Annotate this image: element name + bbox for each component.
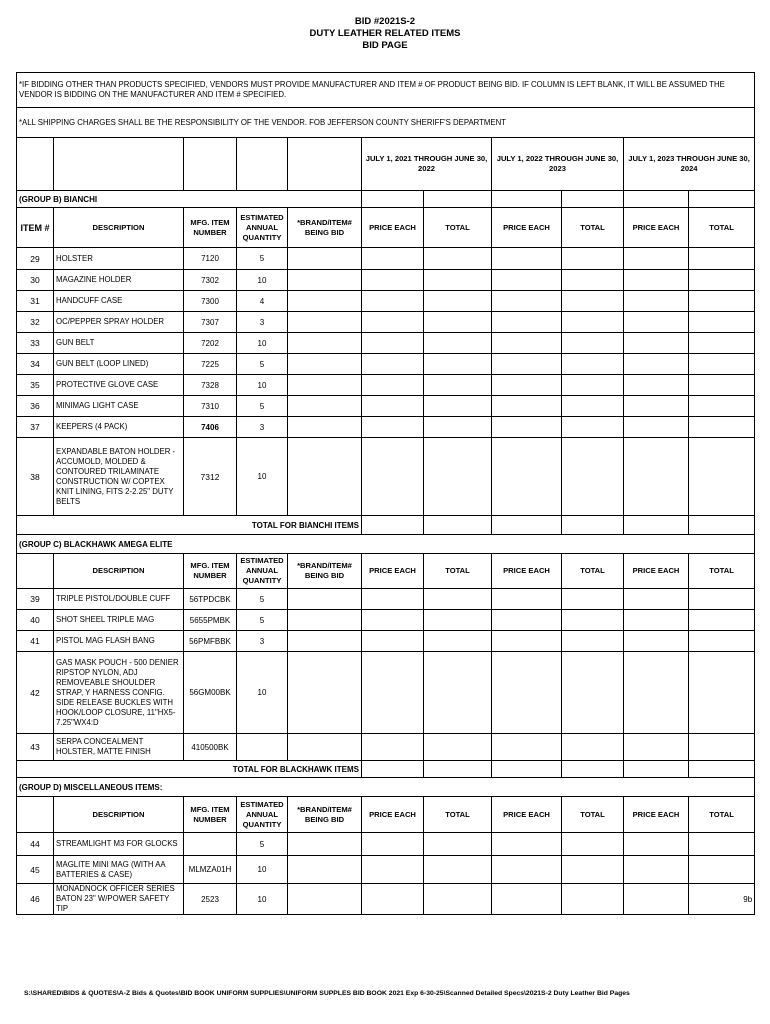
total-input[interactable] xyxy=(424,270,492,291)
col-mfg: MFG. ITEM NUMBER xyxy=(184,554,237,589)
brand-item-input[interactable] xyxy=(288,610,362,631)
annual-quantity: 5 xyxy=(237,354,288,375)
item-description: KEEPERS (4 PACK) xyxy=(54,417,184,438)
col-price-each: PRICE EACH xyxy=(492,554,562,589)
total-input[interactable] xyxy=(689,610,755,631)
table-row xyxy=(17,248,755,270)
brand-item-input[interactable] xyxy=(288,248,362,270)
annual-quantity xyxy=(237,734,288,761)
table-row xyxy=(17,438,755,516)
brand-item-input[interactable] xyxy=(288,270,362,291)
price-each-input[interactable] xyxy=(492,248,562,270)
col-qty: ESTIMATED ANNUAL QUANTITY xyxy=(237,554,288,589)
item-number: 37 xyxy=(17,417,54,438)
price-each-input[interactable] xyxy=(492,438,562,516)
brand-item-input[interactable] xyxy=(288,354,362,375)
mfg-item-number: 7328 xyxy=(184,375,237,396)
total-input[interactable] xyxy=(562,589,624,610)
price-each-input[interactable] xyxy=(624,734,689,761)
col-brand: *BRAND/ITEM# BEING BID xyxy=(288,554,362,589)
item-number: 35 xyxy=(17,375,54,396)
bid-title: DUTY LEATHER RELATED ITEMS xyxy=(309,28,461,39)
table-row xyxy=(17,333,755,354)
group-b-title: (GROUP B) BIANCHI xyxy=(17,191,362,208)
price-each-input[interactable] xyxy=(624,833,689,856)
total-input[interactable] xyxy=(424,312,492,333)
total-input[interactable] xyxy=(689,652,755,734)
total-input[interactable] xyxy=(562,248,624,270)
col-total: TOTAL xyxy=(562,208,624,248)
item-description: OC/PEPPER SPRAY HOLDER xyxy=(54,312,184,333)
brand-item-input[interactable] xyxy=(288,333,362,354)
item-number: 45 xyxy=(17,856,54,884)
col-mfg: MFG. ITEM NUMBER xyxy=(184,797,237,833)
mfg-item-number: 56PMFBBK xyxy=(184,631,237,652)
mfg-item-number: 7310 xyxy=(184,396,237,417)
total-input[interactable] xyxy=(689,438,755,516)
price-each-input[interactable] xyxy=(624,396,689,417)
total-input[interactable] xyxy=(689,631,755,652)
annual-quantity: 5 xyxy=(237,396,288,417)
col-description: DESCRIPTION xyxy=(54,554,184,589)
total-input[interactable] xyxy=(689,884,755,915)
price-each-input[interactable] xyxy=(362,734,424,761)
item-number: 29 xyxy=(17,248,54,270)
period-2: JULY 1, 2022 THROUGH JUNE 30, 2023 xyxy=(492,138,624,191)
price-each-input[interactable] xyxy=(362,589,424,610)
brand-item-input[interactable] xyxy=(288,375,362,396)
mfg-item-number: 56TPDCBK xyxy=(184,589,237,610)
price-each-input[interactable] xyxy=(624,248,689,270)
period-1: JULY 1, 2021 THROUGH JUNE 30, 2022 xyxy=(362,138,492,191)
note-row xyxy=(17,73,755,108)
col-qty: ESTIMATED ANNUAL QUANTITY xyxy=(237,797,288,833)
period-header-row xyxy=(17,138,755,191)
note-manufacturer: *IF BIDDING OTHER THAN PRODUCTS SPECIFIED, VENDORS MUST PROVIDE MANUFACTURER AND ITEM # OF PRODUCT BEING BID. IF COLUMN IS LEFT BLANK, IT WILL BE ASSUMED THE VENDOR IS BIDDING ON THE MANUFACTURER AND ITEM # SPECIFIED. xyxy=(17,73,755,108)
table-row xyxy=(17,396,755,417)
price-each-input[interactable] xyxy=(362,270,424,291)
brand-item-input[interactable] xyxy=(288,833,362,856)
total-input[interactable] xyxy=(689,312,755,333)
annual-quantity: 3 xyxy=(237,312,288,333)
price-each-input[interactable] xyxy=(362,610,424,631)
group-d-items xyxy=(17,833,755,915)
col-total: TOTAL xyxy=(424,797,492,833)
total-input[interactable] xyxy=(689,589,755,610)
price-each-input[interactable] xyxy=(362,248,424,270)
price-each-input[interactable] xyxy=(362,438,424,516)
total-cell[interactable] xyxy=(424,761,492,778)
column-header-row xyxy=(17,797,755,833)
total-input[interactable] xyxy=(562,610,624,631)
table-row xyxy=(17,734,755,761)
annual-quantity: 10 xyxy=(237,270,288,291)
group-c-items xyxy=(17,589,755,761)
mfg-item-number: 7120 xyxy=(184,248,237,270)
item-description: EXPANDABLE BATON HOLDER - ACCUMOLD, MOLDED & CONTOURED TRILAMINATE CONSTRUCTION W/ COPTEX KNIT LINING, FITS 2-2.25" DUTY BELTS xyxy=(54,438,184,516)
bid-header xyxy=(0,16,770,52)
table-row xyxy=(17,417,755,438)
item-description: MAGAZINE HOLDER xyxy=(54,270,184,291)
annual-quantity: 3 xyxy=(237,631,288,652)
col-price-each: PRICE EACH xyxy=(362,554,424,589)
total-input[interactable] xyxy=(424,417,492,438)
mfg-item-number: 7406 xyxy=(184,417,237,438)
price-each-input[interactable] xyxy=(624,375,689,396)
total-input[interactable] xyxy=(562,417,624,438)
group-total-row xyxy=(17,516,755,535)
annual-quantity: 5 xyxy=(237,610,288,631)
group-b-total-label: TOTAL FOR BIANCHI ITEMS xyxy=(17,516,362,535)
total-input[interactable] xyxy=(424,248,492,270)
mfg-item-number: 410500BK xyxy=(184,734,237,761)
annual-quantity: 4 xyxy=(237,291,288,312)
total-input[interactable] xyxy=(562,856,624,884)
column-header-row xyxy=(17,208,755,248)
annual-quantity: 10 xyxy=(237,884,288,915)
total-input[interactable] xyxy=(689,856,755,884)
col-price-each: PRICE EACH xyxy=(362,208,424,248)
price-each-input[interactable] xyxy=(492,396,562,417)
brand-item-input[interactable] xyxy=(288,631,362,652)
item-number: 36 xyxy=(17,396,54,417)
mfg-item-number: 7307 xyxy=(184,312,237,333)
price-each-input[interactable] xyxy=(362,312,424,333)
table-row xyxy=(17,631,755,652)
mfg-item-number: MLMZA01H xyxy=(184,856,237,884)
total-cell[interactable] xyxy=(492,761,562,778)
total-input[interactable] xyxy=(424,375,492,396)
annual-quantity: 5 xyxy=(237,248,288,270)
item-description: PROTECTIVE GLOVE CASE xyxy=(54,375,184,396)
total-input[interactable] xyxy=(562,652,624,734)
item-description: SHOT SHEEL TRIPLE MAG xyxy=(54,610,184,631)
total-input[interactable] xyxy=(689,291,755,312)
col-price-each: PRICE EACH xyxy=(492,208,562,248)
table-row xyxy=(17,291,755,312)
brand-item-input[interactable] xyxy=(288,734,362,761)
price-each-input[interactable] xyxy=(624,631,689,652)
file-path-footer: S:\SHARED\BIDS & QUOTES\A-Z Bids & Quotes\BID BOOK UNIFORM SUPPLIES\UNIFORM SUPPLES BID BOOK 2021 Exp 6-30-25\Scanned Detailed Specs\2021S-2 Duty Leather Bid Pages xyxy=(24,990,630,997)
table-row xyxy=(17,375,755,396)
price-each-input[interactable] xyxy=(624,610,689,631)
total-cell[interactable] xyxy=(689,761,755,778)
brand-item-input[interactable] xyxy=(288,291,362,312)
total-input[interactable] xyxy=(689,396,755,417)
page-number: 9b xyxy=(743,894,753,904)
column-header-row xyxy=(17,554,755,589)
item-number: 34 xyxy=(17,354,54,375)
col-qty: ESTIMATED ANNUAL QUANTITY xyxy=(237,208,288,248)
brand-item-input[interactable] xyxy=(288,312,362,333)
item-number: 31 xyxy=(17,291,54,312)
total-cell[interactable] xyxy=(562,516,624,535)
total-input[interactable] xyxy=(562,375,624,396)
total-input[interactable] xyxy=(424,884,492,915)
col-total: TOTAL xyxy=(424,208,492,248)
price-each-input[interactable] xyxy=(624,291,689,312)
item-description: MINIMAG LIGHT CASE xyxy=(54,396,184,417)
total-cell[interactable] xyxy=(492,516,562,535)
col-total: TOTAL xyxy=(424,554,492,589)
total-cell[interactable] xyxy=(624,761,689,778)
total-input[interactable] xyxy=(562,833,624,856)
group-title-row xyxy=(17,191,755,208)
brand-item-input[interactable] xyxy=(288,417,362,438)
annual-quantity: 10 xyxy=(237,438,288,516)
total-input[interactable] xyxy=(424,291,492,312)
total-input[interactable] xyxy=(689,734,755,761)
price-each-input[interactable] xyxy=(492,884,562,915)
item-description: GAS MASK POUCH - 500 DENIER RIPSTOP NYLON, ADJ REMOVEABLE SHOULDER STRAP, Y HARNESS CONFIG. SIDE RELEASE BUCKLES WITH HOOK/LOOP CLOSURE, 11"HX5-7.25"WX4:D xyxy=(54,652,184,734)
total-input[interactable] xyxy=(689,833,755,856)
total-input[interactable] xyxy=(424,631,492,652)
price-each-input[interactable] xyxy=(624,438,689,516)
note-row xyxy=(17,108,755,138)
annual-quantity: 10 xyxy=(237,652,288,734)
total-input[interactable] xyxy=(689,417,755,438)
total-input[interactable] xyxy=(424,354,492,375)
price-each-input[interactable] xyxy=(362,396,424,417)
annual-quantity: 10 xyxy=(237,375,288,396)
group-c-title: (GROUP C) BLACKHAWK AMEGA ELITE xyxy=(17,535,755,554)
brand-item-input[interactable] xyxy=(288,652,362,734)
total-input[interactable] xyxy=(562,631,624,652)
price-each-input[interactable] xyxy=(362,884,424,915)
total-input[interactable] xyxy=(689,270,755,291)
bid-number: BID #2021S-2 xyxy=(354,16,416,27)
bid-subtitle: BID PAGE xyxy=(362,40,408,51)
item-description: HANDCUFF CASE xyxy=(54,291,184,312)
item-number: 38 xyxy=(17,438,54,516)
item-number: 44 xyxy=(17,833,54,856)
col-total: TOTAL xyxy=(689,554,755,589)
col-price-each: PRICE EACH xyxy=(624,797,689,833)
col-total: TOTAL xyxy=(562,797,624,833)
table-row xyxy=(17,833,755,856)
price-each-input[interactable] xyxy=(624,652,689,734)
mfg-item-number: 7202 xyxy=(184,333,237,354)
col-price-each: PRICE EACH xyxy=(624,554,689,589)
price-each-input[interactable] xyxy=(492,631,562,652)
price-each-input[interactable] xyxy=(492,856,562,884)
total-input[interactable] xyxy=(562,734,624,761)
price-each-input[interactable] xyxy=(362,856,424,884)
group-total-row xyxy=(17,761,755,778)
item-number: 46 xyxy=(17,884,54,915)
col-price-each: PRICE EACH xyxy=(362,797,424,833)
price-each-input[interactable] xyxy=(624,333,689,354)
table-row xyxy=(17,856,755,884)
total-cell[interactable] xyxy=(424,516,492,535)
price-each-input[interactable] xyxy=(492,375,562,396)
group-c-total-label: TOTAL FOR BLACKHAWK ITEMS xyxy=(17,761,362,778)
group-b-items xyxy=(17,248,755,516)
price-each-input[interactable] xyxy=(492,417,562,438)
item-number: 41 xyxy=(17,631,54,652)
col-total: TOTAL xyxy=(689,797,755,833)
price-each-input[interactable] xyxy=(624,354,689,375)
price-each-input[interactable] xyxy=(492,734,562,761)
mfg-item-number: 2523 xyxy=(184,884,237,915)
price-each-input[interactable] xyxy=(492,354,562,375)
group-title-row xyxy=(17,778,755,797)
col-total: TOTAL xyxy=(562,554,624,589)
mfg-item-number: 7225 xyxy=(184,354,237,375)
total-input[interactable] xyxy=(424,856,492,884)
brand-item-input[interactable] xyxy=(288,589,362,610)
price-each-input[interactable] xyxy=(362,354,424,375)
price-each-input[interactable] xyxy=(624,417,689,438)
price-each-input[interactable] xyxy=(492,270,562,291)
total-input[interactable] xyxy=(562,396,624,417)
price-each-input[interactable] xyxy=(492,652,562,734)
item-number: 30 xyxy=(17,270,54,291)
total-input[interactable] xyxy=(689,333,755,354)
total-cell[interactable] xyxy=(362,516,424,535)
item-number: 32 xyxy=(17,312,54,333)
price-each-input[interactable] xyxy=(624,270,689,291)
price-each-input[interactable] xyxy=(362,631,424,652)
total-input[interactable] xyxy=(562,291,624,312)
total-input[interactable] xyxy=(424,589,492,610)
col-brand: *BRAND/ITEM# BEING BID xyxy=(288,797,362,833)
price-each-input[interactable] xyxy=(362,375,424,396)
col-price-each: PRICE EACH xyxy=(492,797,562,833)
price-each-input[interactable] xyxy=(624,856,689,884)
price-each-input[interactable] xyxy=(362,652,424,734)
item-description: MONADNOCK OFFICER SERIES BATON 23" W/POWER SAFETY TIP xyxy=(54,884,184,915)
total-input[interactable] xyxy=(562,884,624,915)
mfg-item-number: 7300 xyxy=(184,291,237,312)
total-input[interactable] xyxy=(689,375,755,396)
item-description: GUN BELT (LOOP LINED) xyxy=(54,354,184,375)
price-each-input[interactable] xyxy=(492,589,562,610)
annual-quantity: 3 xyxy=(237,417,288,438)
table-row xyxy=(17,312,755,333)
item-number: 42 xyxy=(17,652,54,734)
total-input[interactable] xyxy=(424,396,492,417)
item-number: 33 xyxy=(17,333,54,354)
item-description: TRIPLE PISTOL/DOUBLE CUFF xyxy=(54,589,184,610)
total-input[interactable] xyxy=(424,610,492,631)
price-each-input[interactable] xyxy=(362,417,424,438)
price-each-input[interactable] xyxy=(624,312,689,333)
item-description: MAGLITE MINI MAG (WITH AA BATTERIES & CASE) xyxy=(54,856,184,884)
annual-quantity: 5 xyxy=(237,589,288,610)
item-number: 39 xyxy=(17,589,54,610)
price-each-input[interactable] xyxy=(362,291,424,312)
total-input[interactable] xyxy=(689,248,755,270)
brand-item-input[interactable] xyxy=(288,884,362,915)
item-description: PISTOL MAG FLASH BANG xyxy=(54,631,184,652)
group-d-title: (GROUP D) MISCELLANEOUS ITEMS: xyxy=(17,778,755,797)
col-item: ITEM # xyxy=(17,208,54,248)
total-input[interactable] xyxy=(424,652,492,734)
col-description: DESCRIPTION xyxy=(54,208,184,248)
total-input[interactable] xyxy=(424,833,492,856)
col-price-each: PRICE EACH xyxy=(624,208,689,248)
price-each-input[interactable] xyxy=(362,333,424,354)
total-input[interactable] xyxy=(562,333,624,354)
price-each-input[interactable] xyxy=(492,610,562,631)
total-cell[interactable] xyxy=(362,761,424,778)
total-cell[interactable] xyxy=(624,516,689,535)
item-description: STREAMLIGHT M3 FOR GLOCKS xyxy=(54,833,184,856)
total-input[interactable] xyxy=(562,270,624,291)
col-description: DESCRIPTION xyxy=(54,797,184,833)
table-row xyxy=(17,589,755,610)
price-each-input[interactable] xyxy=(624,589,689,610)
total-input[interactable] xyxy=(562,438,624,516)
total-input[interactable] xyxy=(689,354,755,375)
col-brand: *BRAND/ITEM# BEING BID xyxy=(288,208,362,248)
price-each-input[interactable] xyxy=(492,291,562,312)
note-shipping: *ALL SHIPPING CHARGES SHALL BE THE RESPONSIBILITY OF THE VENDOR. FOB JEFFERSON COUNTY SHERIFF'S DEPARTMENT xyxy=(17,108,755,138)
total-cell[interactable] xyxy=(689,516,755,535)
total-input[interactable] xyxy=(562,354,624,375)
price-each-input[interactable] xyxy=(492,833,562,856)
mfg-item-number: 7312 xyxy=(184,438,237,516)
brand-item-input[interactable] xyxy=(288,856,362,884)
price-each-input[interactable] xyxy=(492,333,562,354)
mfg-item-number xyxy=(184,833,237,856)
brand-item-input[interactable] xyxy=(288,396,362,417)
item-description: SERPA CONCEALMENT HOLSTER, MATTE FINISH xyxy=(54,734,184,761)
total-cell[interactable] xyxy=(562,761,624,778)
item-number: 43 xyxy=(17,734,54,761)
col-mfg: MFG. ITEM NUMBER xyxy=(184,208,237,248)
item-number: 40 xyxy=(17,610,54,631)
table-row xyxy=(17,652,755,734)
item-description: GUN BELT xyxy=(54,333,184,354)
bid-table xyxy=(16,72,755,915)
mfg-item-number: 56GM00BK xyxy=(184,652,237,734)
table-row xyxy=(17,270,755,291)
table-row xyxy=(17,354,755,375)
annual-quantity: 10 xyxy=(237,333,288,354)
price-each-input[interactable] xyxy=(492,312,562,333)
total-input[interactable] xyxy=(424,438,492,516)
annual-quantity: 10 xyxy=(237,856,288,884)
annual-quantity: 5 xyxy=(237,833,288,856)
item-description: HOLSTER xyxy=(54,248,184,270)
brand-item-input[interactable] xyxy=(288,438,362,516)
mfg-item-number: 5655PMBK xyxy=(184,610,237,631)
price-each-input[interactable] xyxy=(624,884,689,915)
period-3: JULY 1, 2023 THROUGH JUNE 30, 2024 xyxy=(624,138,755,191)
total-input[interactable] xyxy=(424,734,492,761)
mfg-item-number: 7302 xyxy=(184,270,237,291)
group-title-row xyxy=(17,535,755,554)
col-total: TOTAL xyxy=(689,208,755,248)
table-row xyxy=(17,610,755,631)
total-input[interactable] xyxy=(562,312,624,333)
price-each-input[interactable] xyxy=(362,833,424,856)
table-row xyxy=(17,884,755,915)
total-input[interactable] xyxy=(424,333,492,354)
